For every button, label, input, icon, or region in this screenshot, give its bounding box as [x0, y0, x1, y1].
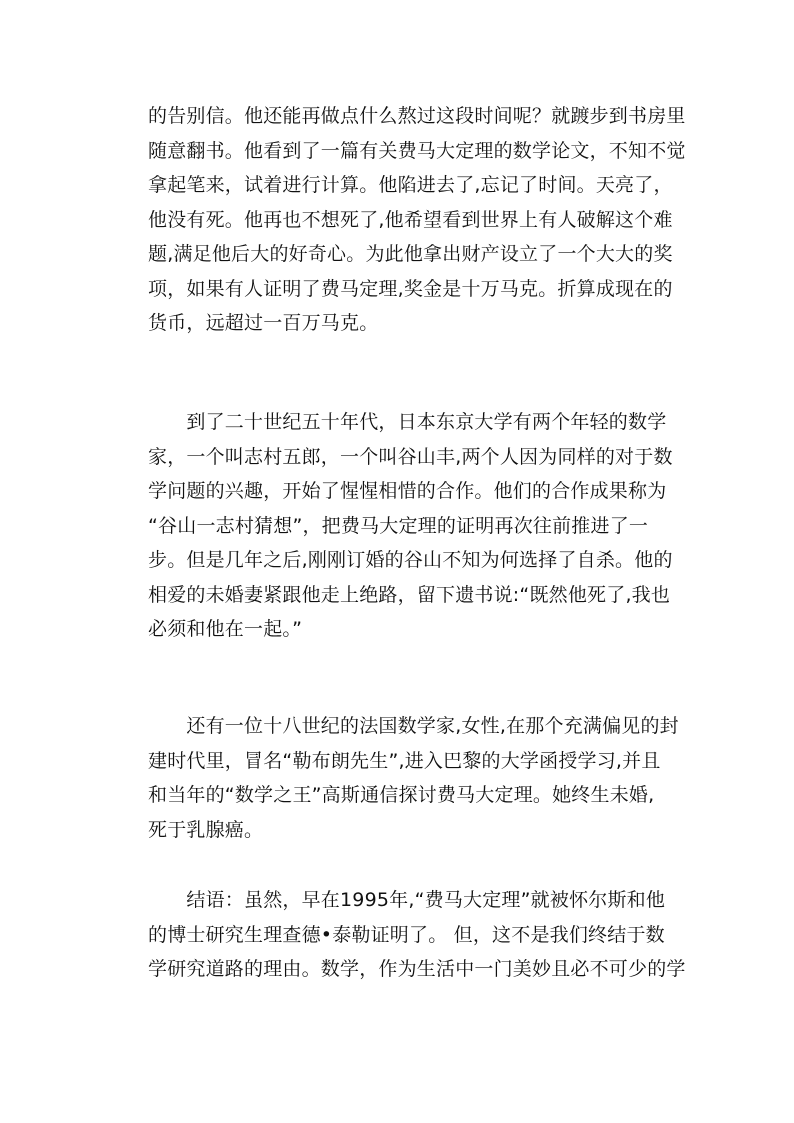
text-line: 项，如果有人证明了费马定理,奖金是十万马克。折算成现在的	[148, 277, 673, 300]
text-line: 的告别信。他还能再做点什么熬过这段时间呢？就踱步到书房里	[148, 105, 686, 127]
text-line: 的博士研究生理查德•泰勒证明了。 但，这不是我们终结于数	[148, 923, 665, 946]
text-line: 相爱的未婚妻紧跟他走上绝路，留下遗书说:“既然他死了,我也	[148, 583, 671, 606]
text-line: 家，一个叫志村五郎，一个叫谷山丰,两个人因为同样的对于数	[148, 445, 673, 468]
paragraph-taniyama-shimura	[148, 405, 688, 647]
text-line: 步。但是几年之后,刚刚订婚的谷山不知为何选择了自杀。他的	[148, 549, 673, 571]
paragraph-farewell-letter	[148, 99, 688, 341]
text-line: 必须和他在一起。”	[148, 618, 303, 640]
text-line: 题,满足他后大的好奇心。为此他拿出财产设立了一个大大的奖	[148, 243, 673, 265]
text-line: 到了二十世纪五十年代，日本东京大学有两个年轻的数学	[148, 411, 667, 433]
text-line: 和当年的“数学之王”高斯通信探讨费马大定理。她终生未婚,	[148, 784, 655, 806]
text-line: 学问题的兴趣，开始了惺惺相惜的合作。他们的合作成果称为	[148, 480, 667, 502]
text-line: 还有一位十八世纪的法国数学家,女性,在那个充满偏见的封	[148, 715, 679, 737]
text-line: 死于乳腺癌。	[148, 818, 264, 841]
text-line: 拿起笔来，试着进行计算。他陷进去了,忘记了时间。天亮了，	[148, 174, 673, 196]
text-line: 货币，远超过一百万马克。	[148, 312, 379, 334]
text-line: 随意翻书。他看到了一篇有关费马大定理的数学论文，不知不觉	[148, 139, 686, 162]
text-line: 他没有死。他再也不想死了,他希望看到世界上有人破解这个难	[148, 208, 673, 231]
text-line: 学研究道路的理由。数学，作为生活中一门美妙且必不可少的学	[148, 958, 686, 980]
paragraph-french-mathematician	[148, 709, 688, 847]
text-line: 结语：虽然，早在1995年,“费马大定理”就被怀尔斯和他	[148, 889, 666, 911]
text-line: “谷山一志村猜想”，把费马大定理的证明再次往前推进了一	[148, 514, 649, 537]
text-line: 建时代里，冒名“勒布朗先生”,进入巴黎的大学函授学习,并且	[148, 749, 661, 772]
paragraph-conclusion	[148, 883, 688, 987]
